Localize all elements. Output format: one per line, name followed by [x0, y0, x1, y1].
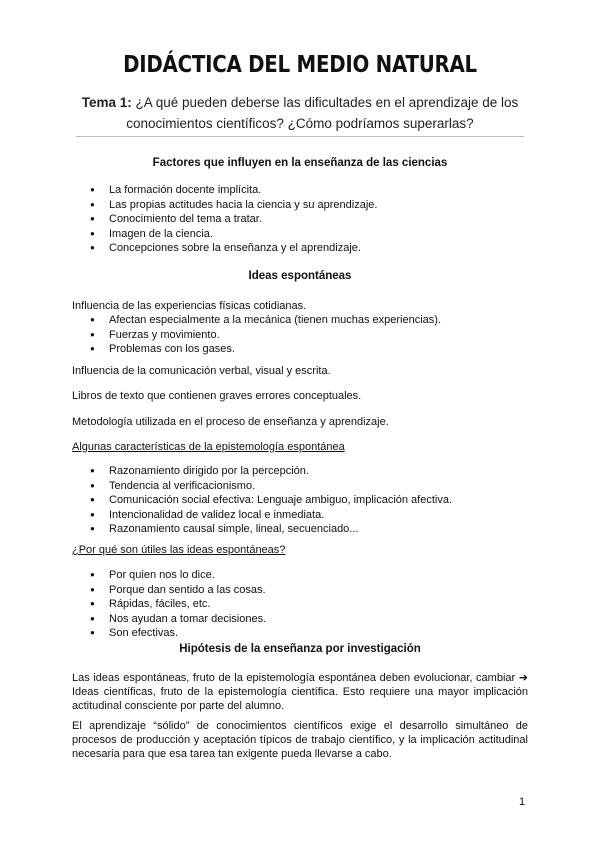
- utiles-list: [90, 568, 530, 641]
- list-item: ● Razonamiento dirigido por la percepción.: [90, 464, 530, 479]
- list-item: ● Problemas con los gases.: [90, 342, 530, 357]
- paragraph-comunicacion: Influencia de la comunicación verbal, visual y escrita.: [72, 365, 331, 377]
- topic-label: Tema 1:: [81, 95, 132, 110]
- paragraph-metodologia: Metodología utilizada en el proceso de enseñanza y aprendizaje.: [72, 416, 389, 428]
- section-heading-hipotesis: Hipótesis de la enseñanza por investigación: [179, 643, 421, 655]
- topic-subtitle: [70, 92, 530, 134]
- document-title: DIDÁCTICA DEL MEDIO NATURAL: [123, 52, 477, 78]
- section-heading-ideas-espontaneas: Ideas espontáneas: [248, 270, 352, 282]
- section-heading-factores: Factores que influyen en la enseñanza de las ciencias: [152, 157, 448, 169]
- topic-question-line2: conocimientos científicos? ¿Cómo podríamos superarlas?: [126, 116, 474, 131]
- list-item: ● Imagen de la ciencia.: [90, 227, 530, 242]
- list-item: ● Afectan especialmente a la mecánica (tienen muchas experiencias).: [90, 313, 530, 328]
- list-item: ● Comunicación social efectiva: Lenguaje ambiguo, implicación afectiva.: [90, 493, 530, 508]
- list-item: ● Las propias actitudes hacia la ciencia y su aprendizaje.: [90, 198, 530, 213]
- list-item: ● Concepciones sobre la enseñanza y el aprendizaje.: [90, 241, 530, 256]
- paragraph-aprendizaje-solido: El aprendizaje “sólido” de conocimientos científicos exige el desarrollo simultáneo de procesos de producción y aceptación típicos de trabajo científico, y la implicación actitudinal necesaria para que esa tarea tan exigente pueda llevarse a cabo.: [72, 720, 528, 760]
- subheading-utiles: ¿Por qué son útiles las ideas espontáneas?: [72, 544, 286, 556]
- subheading-epistemologia: Algunas características de la epistemología espontánea: [72, 441, 345, 453]
- list-item: ● Razonamiento causal simple, lineal, secuenciado...: [90, 522, 530, 537]
- list-item: ● Rápidas, fáciles, etc.: [90, 597, 530, 612]
- list-item: ● Porque dan sentido a las cosas.: [90, 583, 530, 598]
- paragraph-ideas-evolucion: Las ideas espontáneas, fruto de la epistemología espontánea deben evolucionar, cambiar ➜ Ideas científicas, fruto de la epistemología científica. Esto requiere una mayor implicación actitudinal consciente por parte del alumno.: [72, 672, 528, 712]
- list-item: ● Por quien nos lo dice.: [90, 568, 530, 583]
- list-item: ● Fuerzas y movimiento.: [90, 328, 530, 343]
- factores-list: [90, 183, 530, 256]
- epistemologia-list: [90, 464, 530, 537]
- list-item: ● Intencionalidad de validez local e inmediata.: [90, 508, 530, 523]
- paragraph-experiencias: Influencia de las experiencias físicas cotidianas.: [72, 300, 307, 312]
- horizontal-divider: [76, 136, 524, 137]
- list-item: ● Conocimiento del tema a tratar.: [90, 212, 530, 227]
- topic-question-line1: ¿A qué pueden deberse las dificultades en el aprendizaje de los: [135, 95, 519, 110]
- experiencias-sublist: [90, 313, 530, 357]
- paragraph-libros: Libros de texto que contienen graves errores conceptuales.: [72, 390, 362, 402]
- page-number: 1: [519, 796, 526, 808]
- list-item: ● Nos ayudan a tomar decisiones.: [90, 612, 530, 627]
- list-item: ● La formación docente implícita.: [90, 183, 530, 198]
- list-item: ● Tendencia al verificacionismo.: [90, 479, 530, 494]
- list-item: ● Son efectivas.: [90, 626, 530, 641]
